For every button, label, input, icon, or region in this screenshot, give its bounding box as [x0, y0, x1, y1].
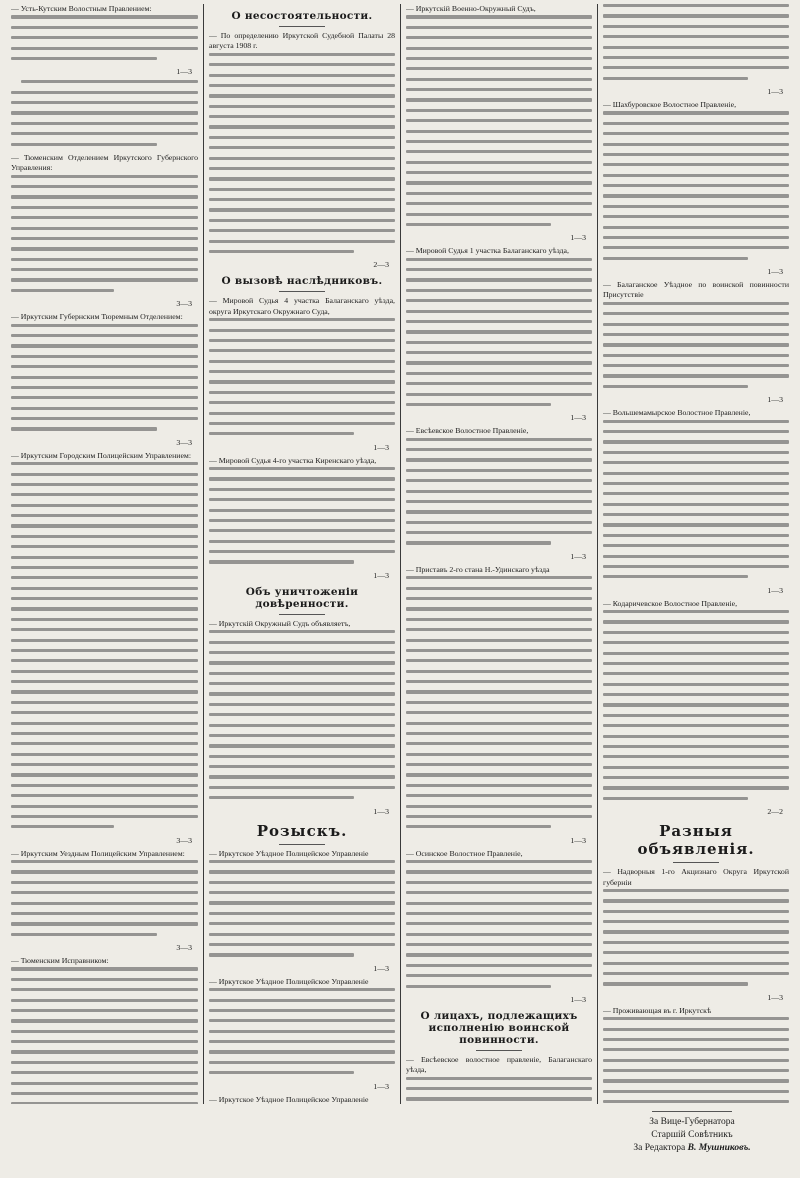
notice-body: [406, 576, 592, 828]
notice-signature: 1—3: [570, 835, 586, 845]
notice-signature: 1—3: [373, 1081, 389, 1091]
notice-body: [603, 4, 789, 80]
notice-signature: 1—3: [373, 442, 389, 452]
notice-body: [603, 889, 789, 986]
notice-signature: 1—3: [570, 413, 586, 423]
column-2: [203, 4, 400, 1104]
notice-text: — Мировой Судья 4 участка Балаганскаго уѣзда, округа Иркутскаго Окружнаго Суда,: [209, 296, 395, 316]
notice-body: [11, 175, 198, 292]
notice-body: [209, 318, 395, 435]
column-4: [597, 4, 794, 1104]
column-1: [6, 4, 203, 1104]
notice-signature: 3—3: [176, 299, 192, 309]
section-heading: О вызовѣ наслѣдниковъ.: [221, 275, 383, 288]
footer-line-3: [592, 1142, 792, 1155]
column-3: [400, 4, 597, 1104]
notice-signature: 1—3: [570, 551, 586, 561]
notice-text: — Балаганское Уѣздное по воинской повинности Присутствіе: [603, 280, 789, 300]
notice-text: — Мировой Судья 4-го участка Киренскаго уѣзда,: [209, 455, 377, 465]
notice-text: — Иркутское Уѣздное Полицейское Управленіе: [209, 976, 369, 986]
section-heading: Разныя объявленія.: [637, 822, 755, 859]
notice-text: — Тюменским Отделением Иркутского Губернского Управления:: [11, 152, 198, 173]
notice-signature: 1—3: [767, 267, 783, 277]
notice-signature: 1—3: [176, 67, 192, 77]
notice-body: [11, 80, 198, 145]
notice-text: — Иркутским Уездным Полицейским Управлением:: [11, 848, 185, 858]
notice-signature: 3—3: [176, 835, 192, 845]
notice-body: [406, 1077, 592, 1104]
section-heading: О лицахъ, подлежащихъ исполненію воинской повинности.: [420, 1009, 578, 1046]
signature-block: [592, 1108, 792, 1155]
section-heading: О несостоятельности.: [231, 10, 373, 22]
notice-body: [209, 467, 395, 564]
notice-signature: 1—3: [767, 395, 783, 405]
notice-body: [209, 630, 395, 799]
notice-body: [11, 860, 198, 936]
footer-line-3-label: За Редактора: [633, 1143, 686, 1153]
notice-signature: 3—3: [176, 437, 192, 447]
columns: [6, 4, 794, 1104]
notice-text: — Надворныя 1-го Акцизнаго Округа Иркутской губерніи: [603, 867, 789, 887]
notice-body: [406, 15, 592, 226]
notice-text: — Мировой Судья 1 участка Балаганскаго уѣзда,: [406, 246, 569, 256]
notice-body: [603, 420, 789, 579]
notice-body: [406, 258, 592, 406]
footer-editor-name: В. Мушниковъ.: [687, 1143, 751, 1153]
notice-body: [603, 111, 789, 259]
notice-signature: 1—3: [373, 963, 389, 973]
notice-body: [11, 15, 198, 60]
notice-body: [11, 967, 198, 1104]
notice-text: — Иркутскій Военно-Окружный Судъ,: [406, 4, 536, 13]
notice-text: — Тюменским Исправником:: [11, 956, 109, 966]
notice-text: — Осинское Волостное Правленіе,: [406, 848, 523, 858]
notice-signature: 2—2: [767, 807, 783, 817]
notice-signature: 1—3: [570, 233, 586, 243]
footer-line-1: За Вице-Губернатора: [649, 1117, 735, 1127]
notice-body: [209, 53, 395, 253]
notice-body: [406, 438, 592, 545]
notice-body: [11, 462, 198, 828]
notice-text: — Кодаричевское Волостное Правленіе,: [603, 598, 738, 608]
notice-text: — Евсѣевское Волостное Правленіе,: [406, 426, 529, 436]
notice-body: [11, 324, 198, 431]
notice-signature: 1—3: [373, 570, 389, 580]
notice-text: — Иркутское Уѣздное Полицейское Управленіе: [209, 1094, 369, 1104]
notice-signature: 1—3: [373, 806, 389, 816]
notice-text: — По определению Иркутской Судебной Палаты 28 августа 1908 г.: [209, 31, 395, 51]
notice-text: — Евсѣевское волостное правленіе, Балаганскаго уѣзда,: [406, 1054, 592, 1075]
notice-signature: 2—3: [373, 260, 389, 270]
notice-text: — Шахбуровское Волостное Правленіе,: [603, 100, 737, 109]
notice-signature: 1—3: [570, 994, 586, 1004]
notice-text: — Иркутским Губернским Тюремным Отделением:: [11, 312, 183, 322]
notice-text: — Проживающая въ г. Иркутскѣ: [603, 1005, 712, 1015]
notice-text: — Иркутскій Окружный Судъ объявляетъ,: [209, 618, 351, 628]
notice-body: [603, 302, 789, 388]
footer-line-2: Старшій Совѣтникъ: [651, 1130, 733, 1140]
notice-body: [406, 860, 592, 988]
notice-text: — Иркутским Городским Полицейским Управлением:: [11, 450, 192, 460]
notice-text: — Усть-Кутским Волостным Правлением:: [11, 4, 152, 13]
notice-text: — Вольшемамырское Волостное Правленіе,: [603, 408, 751, 418]
notice-signature: 1—3: [767, 87, 783, 96]
notice-body: [603, 1017, 789, 1104]
notice-body: [209, 988, 395, 1074]
notice-signature: 1—3: [767, 992, 783, 1002]
notice-text: — Приставъ 2-го стана Н.-Удинскаго уѣзда: [406, 564, 550, 574]
notice-body: [209, 860, 395, 957]
notice-body: [603, 610, 789, 800]
notice-signature: 1—3: [767, 585, 783, 595]
notice-signature: 3—3: [176, 943, 192, 953]
section-heading: Объ уничтоженіи довѣренности.: [245, 585, 359, 610]
notice-text: — Иркутское Уѣздное Полицейское Управленіе: [209, 848, 369, 858]
section-heading: Розыскъ.: [256, 821, 348, 840]
